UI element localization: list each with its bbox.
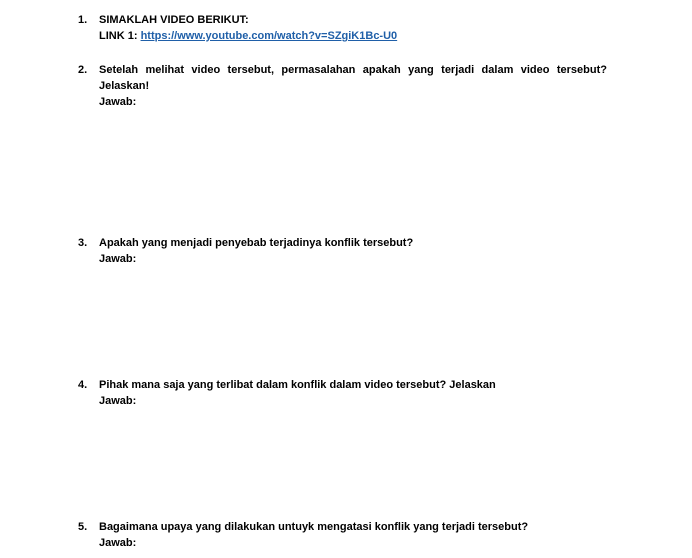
question-2 [78, 62, 618, 110]
question-3 [78, 235, 618, 267]
question-2-answer-label: Jawab: [99, 96, 137, 108]
question-3-answer-label: Jawab: [99, 253, 137, 265]
question-1-text: SIMAKLAH VIDEO BERIKUT: [99, 14, 249, 26]
question-3-number: 3. [78, 237, 88, 249]
question-2-text: Setelah melihat video tersebut, permasalahan apakah yang terjadi dalam video tersebut? [99, 64, 607, 76]
question-3-text: Apakah yang menjadi penyebab terjadinya konflik tersebut? [99, 237, 414, 249]
question-2-text-continued: Jelaskan! [99, 80, 150, 92]
question-1 [78, 12, 618, 44]
question-4-number: 4. [78, 379, 88, 391]
question-5-text: Bagaimana upaya yang dilakukan untuyk mengatasi konflik yang terjadi tersebut? [99, 521, 529, 533]
youtube-video-link[interactable]: https://www.youtube.com/watch?v=SZgiK1Bc-U0 [140, 30, 398, 42]
link-label: LINK 1: [99, 30, 138, 42]
question-1-number: 1. [78, 14, 88, 26]
question-2-number: 2. [78, 64, 88, 76]
question-5 [78, 519, 618, 551]
question-4-text: Pihak mana saja yang terlibat dalam konflik dalam video tersebut? Jelaskan [99, 379, 496, 391]
question-4-answer-label: Jawab: [99, 395, 137, 407]
video-link-row [99, 28, 618, 44]
question-5-number: 5. [78, 521, 88, 533]
question-5-answer-label: Jawab: [99, 537, 137, 549]
question-4 [78, 377, 618, 409]
